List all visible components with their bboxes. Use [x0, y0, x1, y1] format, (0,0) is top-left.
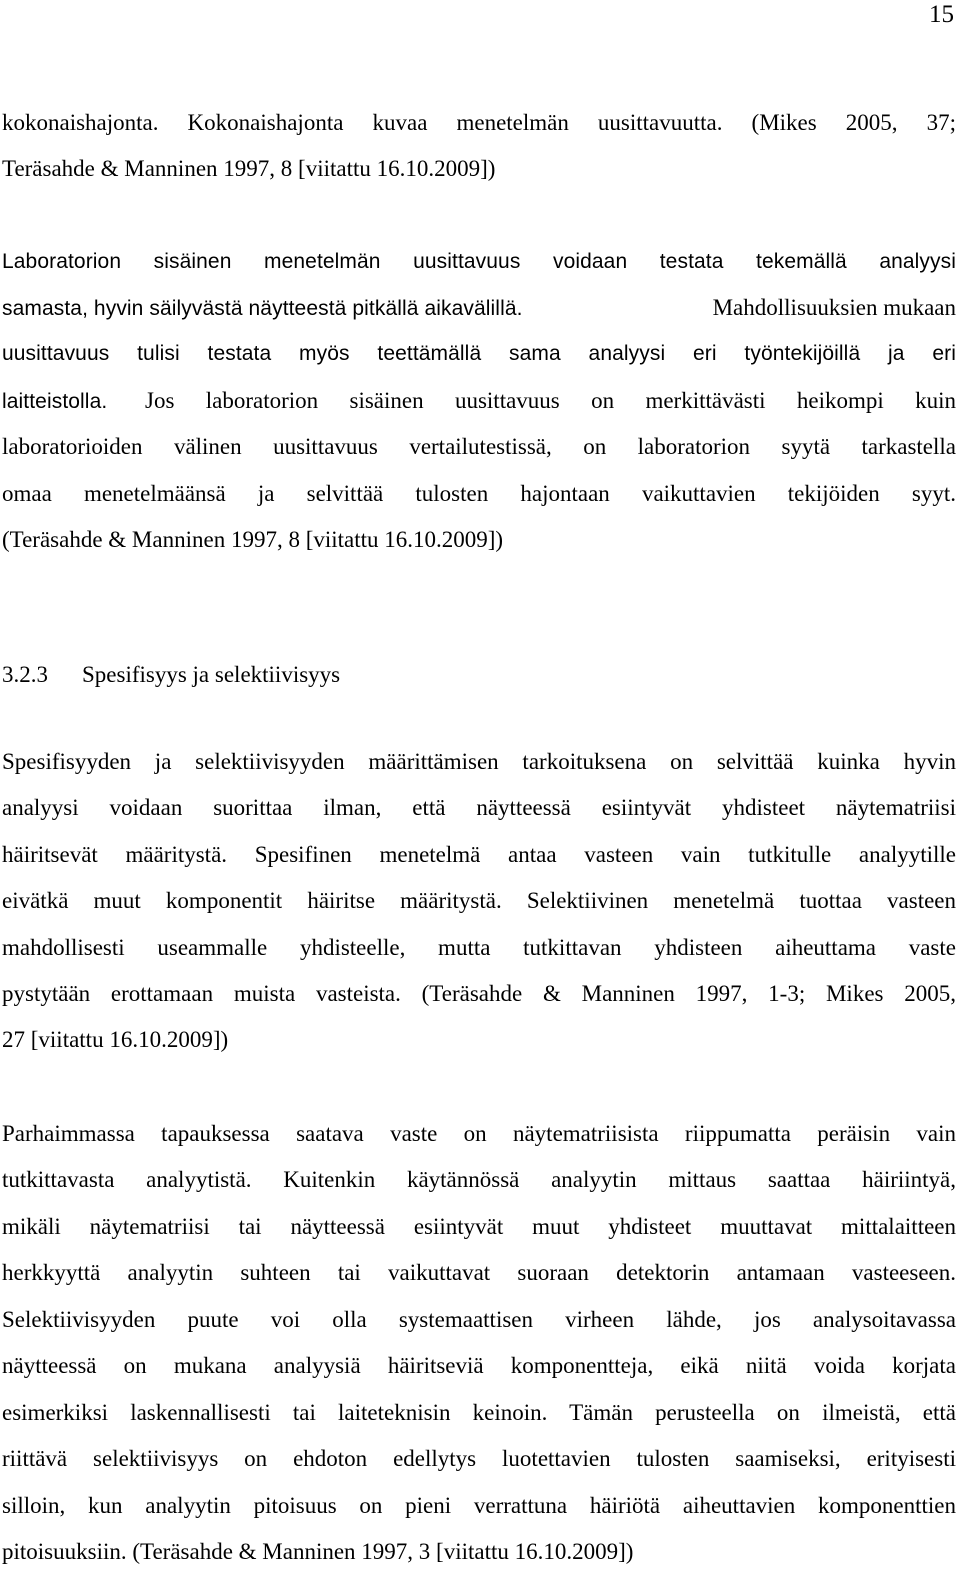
- text-line: pystytään erottamaan muista vasteista. (Teräsahde & Manninen 1997, 1-3; Mikes 2005,: [2, 981, 956, 1006]
- text-line: häiritsevät määritystä. Spesifinen menetelmä antaa vasteen vain tutkitulle analyytille: [2, 842, 956, 867]
- text-line: laboratorioiden välinen uusittavuus vertailutestissä, on laboratorion syytä tarkastella: [2, 434, 956, 459]
- text-line: näytteessä on mukana analyysiä häiritseviä komponentteja, eikä niitä voida korjata: [2, 1353, 956, 1378]
- text-line: mikäli näytematriisi tai näytteessä esiintyvät muut yhdisteet muuttavat mittalaitteen: [2, 1214, 956, 1239]
- text-line: 27 [viitattu 16.10.2009]): [2, 1027, 229, 1052]
- text-line: tutkittavasta analyytistä. Kuitenkin käytännössä analyytin mittaus saattaa häiriintyä,: [2, 1167, 956, 1192]
- text-line: mahdollisesti useammalle yhdisteelle, mutta tutkittavan yhdisteen aiheuttama vaste: [2, 935, 956, 960]
- text-line: Spesifisyyden ja selektiivisyyden määrittämisen tarkoituksena on selvittää kuinka hyvin: [2, 749, 956, 774]
- text-line: riittävä selektiivisyys on ehdoton edellytys luotettavien tulosten saamiseksi, erityisesti: [2, 1446, 956, 1471]
- text-line: herkkyyttä analyytin suhteen tai vaikuttavat suoraan detektorin antamaan vasteeseen.: [2, 1260, 956, 1285]
- text-segment: samasta, hyvin säilyvästä näytteestä pitkällä aikavälillä.: [2, 297, 523, 320]
- text-line: (Teräsahde & Manninen 1997, 8 [viitattu 16.10.2009]): [2, 527, 504, 552]
- text-line: esimerkiksi laskennallisesti tai laiteteknisin keinoin. Tämän perusteella on ilmeistä, että: [2, 1400, 956, 1425]
- text-line: uusittavuus tulisi testata myös teettämällä sama analyysi eri työntekijöillä ja eri: [2, 342, 956, 365]
- text-line: Teräsahde & Manninen 1997, 8 [viitattu 16.10.2009]): [2, 156, 496, 181]
- section-heading: [2, 660, 956, 690]
- text-line: analyysi voidaan suorittaa ilman, että näytteessä esiintyvät yhdisteet näytematriisi: [2, 795, 956, 820]
- text-line: eivätkä muut komponentit häiritse määritystä. Selektiivinen menetelmä tuottaa vasteen: [2, 888, 956, 913]
- section-number: 3.2.3: [2, 662, 48, 687]
- text-segment: Mahdollisuuksien mukaan: [712, 295, 956, 320]
- text-line: kokonaishajonta. Kokonaishajonta kuvaa menetelmän uusittavuutta. (Mikes 2005, 37;: [2, 110, 956, 135]
- text-line: pitoisuuksiin. (Teräsahde & Manninen 1997, 3 [viitattu 16.10.2009]): [2, 1539, 634, 1564]
- text-line: [2, 386, 956, 416]
- text-line: silloin, kun analyytin pitoisuus on pieni verrattuna häiriötä aiheuttavien komponenttien: [2, 1493, 956, 1518]
- text-line: Selektiivisyyden puute voi olla systemaattisen virheen lähde, jos analysoitavassa: [2, 1307, 956, 1332]
- text-line: omaa menetelmäänsä ja selvittää tulosten hajontaan vaikuttavien tekijöiden syyt.: [2, 481, 956, 506]
- text-segment: Jos laboratorion sisäinen uusittavuus on merkittävästi heikompi kuin: [145, 388, 956, 413]
- text-line: Parhaimmassa tapauksessa saatava vaste on näytematriisista riippumatta peräisin vain: [2, 1121, 956, 1146]
- page-number: 15: [929, 1, 954, 28]
- text-segment: laitteistolla.: [2, 390, 108, 413]
- text-line: [2, 293, 956, 323]
- text-line: Laboratorion sisäinen menetelmän uusittavuus voidaan testata tekemällä analyysi: [2, 250, 956, 273]
- section-title: Spesifisyys ja selektiivisyys: [82, 662, 341, 687]
